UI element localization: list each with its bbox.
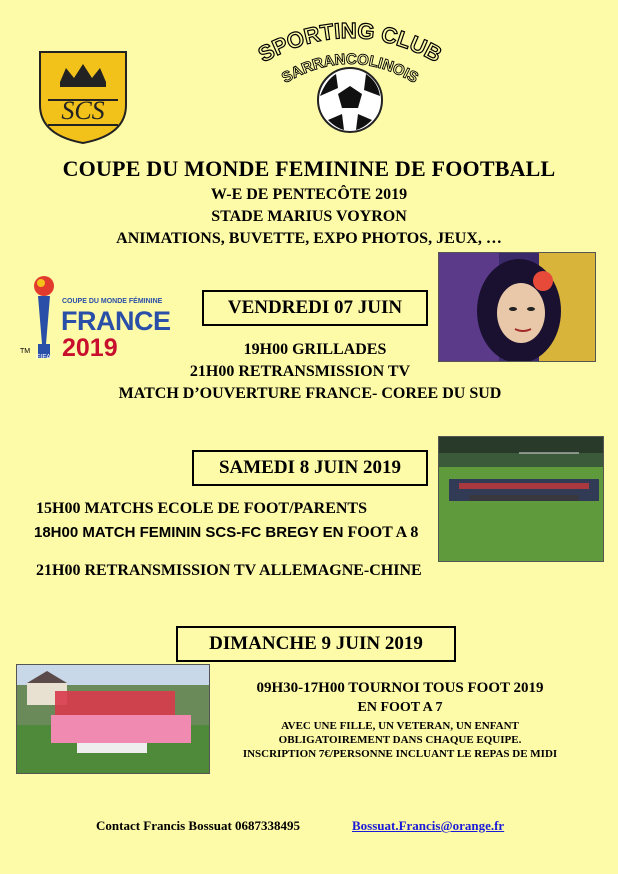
- saturday-line2-tail: FOOT A 8: [343, 524, 419, 541]
- event-activities-line: ANIMATIONS, BUVETTE, EXPO PHOTOS, JEUX, …: [116, 230, 502, 247]
- friday-line1: 19H00 GRILLADES: [243, 341, 387, 358]
- logo-country: FRANCE: [61, 306, 171, 336]
- friday-line2: 21H00 RETRANSMISSION TV: [189, 363, 411, 380]
- football-icon: [316, 66, 384, 134]
- sunday-line4: OBLIGATOIREMENT DANS CHAQUE EQUIPE.: [278, 734, 522, 746]
- team-photo-field-image: [438, 436, 604, 562]
- contact-email-link[interactable]: Bossuat.Francis@orange.fr: [352, 818, 505, 833]
- saturday-line2: [34, 524, 554, 542]
- saturday-line3: 21H00 RETRANSMISSION TV ALLEMAGNE-CHINE: [36, 562, 422, 579]
- club-arc-line2: SARRANCOLINOIS: [278, 50, 422, 87]
- event-date-line: W-E DE PENTECÔTE 2019: [210, 186, 408, 203]
- saturday-heading: SAMEDI 8 JUIN 2019: [192, 450, 428, 486]
- club-arc-line1: SPORTING CLUB: [253, 17, 446, 68]
- saturday-line2-bold: 18H00 MATCH FEMININ SCS-FC BREGY EN: [34, 524, 344, 541]
- logo-year: 2019: [62, 334, 118, 362]
- logo-caption: COUPE DU MONDE FÉMININE: [62, 298, 163, 305]
- sunday-line1: 09H30-17H00 TOURNOI TOUS FOOT 2019: [256, 680, 544, 696]
- tournament-group-photo-image: [16, 664, 210, 774]
- friday-heading: VENDREDI 07 JUIN: [202, 290, 428, 326]
- france-2019-logo: [20, 274, 178, 364]
- logo-tm: TM: [20, 348, 31, 355]
- friday-line3: MATCH D’OUVERTURE FRANCE- COREE DU SUD: [118, 385, 502, 402]
- world-cup-trophy-icon: [32, 274, 56, 362]
- club-shield-logo: [38, 50, 128, 145]
- sunday-line3: AVEC UNE FILLE, UN VETERAN, UN ENFANT: [281, 720, 519, 732]
- shield-letters: SCS: [61, 96, 105, 125]
- event-venue-line: STADE MARIUS VOYRON: [211, 208, 407, 225]
- woman-portrait-image: [438, 252, 596, 362]
- sunday-heading: DIMANCHE 9 JUIN 2019: [176, 626, 456, 662]
- sunday-line5: INSCRIPTION 7€/PERSONNE INCLUANT LE REPAS DE MIDI: [242, 748, 558, 760]
- event-title: COUPE DU MONDE FEMININE DE FOOTBALL: [62, 156, 556, 181]
- logo-fifa: FIFA: [36, 354, 51, 361]
- sunday-line2: EN FOOT A 7: [357, 700, 443, 715]
- saturday-line1: 15H00 MATCHS ECOLE DE FOOT/PARENTS: [36, 500, 367, 517]
- contact-text: Contact Francis Bossuat 0687338495: [96, 818, 301, 833]
